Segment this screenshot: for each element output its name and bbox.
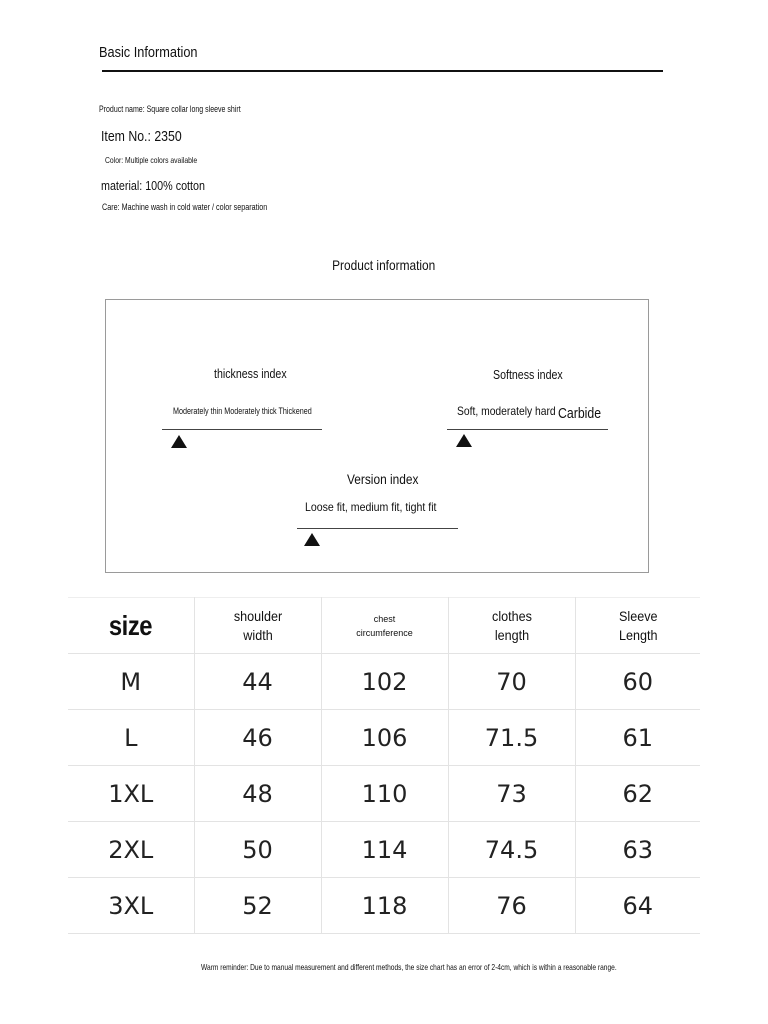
chest-circumference-cell: 102 (321, 654, 448, 710)
clothes-length-cell: 71.5 (448, 710, 575, 766)
clothes-length-cell: 76 (448, 878, 575, 934)
shoulder-width-cell: 44 (194, 654, 321, 710)
softness-index-extra: Carbide (558, 405, 602, 422)
clothes-length-column-header: clothes length (448, 598, 575, 654)
version-index-title: Version index (347, 471, 419, 487)
size-cell: 1XL (68, 766, 194, 822)
basic-info-title: Basic Information (99, 44, 198, 61)
color-info: Color: Multiple colors available (105, 155, 198, 165)
size-cell: M (68, 654, 194, 710)
chest-circumference-cell: 110 (321, 766, 448, 822)
sleeve-length-column-header: Sleeve Length (575, 598, 700, 654)
sleeve-length-cell: 62 (575, 766, 700, 822)
chest-circumference-cell: 114 (321, 822, 448, 878)
material-info: material: 100% cotton (101, 179, 205, 193)
thickness-index-options: Moderately thin Moderately thick Thickened (173, 406, 312, 416)
softness-index-options: Soft, moderately hard (457, 404, 556, 418)
sleeve-length-cell: 60 (575, 654, 700, 710)
version-index-scale (297, 528, 458, 529)
thickness-marker-icon (171, 435, 187, 448)
size-cell: 2XL (68, 822, 194, 878)
product-info-title: Product information (332, 257, 436, 273)
softness-index-scale (447, 429, 608, 430)
softness-marker-icon (456, 434, 472, 447)
warm-reminder-note: Warm reminder: Due to manual measurement and different methods, the size chart has an error of 2-4cm, which is within a reasonable range. (201, 962, 617, 972)
size-cell: L (68, 710, 194, 766)
shoulder-width-cell: 48 (194, 766, 321, 822)
thickness-index-scale (162, 429, 322, 430)
table-row (68, 822, 700, 878)
shoulder-width-cell: 52 (194, 878, 321, 934)
shoulder-width-column-header: shoulder width (194, 598, 321, 654)
size-column-header: size (68, 598, 194, 654)
size-chart-table (68, 597, 700, 934)
softness-index-title: Softness index (493, 368, 563, 382)
clothes-length-cell: 73 (448, 766, 575, 822)
sleeve-length-cell: 61 (575, 710, 700, 766)
shoulder-width-cell: 50 (194, 822, 321, 878)
version-index-options: Loose fit, medium fit, tight fit (305, 500, 437, 514)
shoulder-width-cell: 46 (194, 710, 321, 766)
table-row (68, 878, 700, 934)
table-row (68, 710, 700, 766)
size-chart-header-row (68, 598, 700, 654)
clothes-length-cell: 70 (448, 654, 575, 710)
thickness-index-title: thickness index (214, 367, 287, 381)
basic-info-divider (102, 70, 663, 72)
care-info: Care: Machine wash in cold water / color separation (102, 202, 268, 212)
product-name: Product name: Square collar long sleeve shirt (99, 104, 241, 114)
size-cell: 3XL (68, 878, 194, 934)
sleeve-length-cell: 63 (575, 822, 700, 878)
chest-circumference-column-header: chest circumference (321, 598, 448, 654)
item-number: Item No.: 2350 (101, 128, 182, 145)
chest-circumference-cell: 118 (321, 878, 448, 934)
clothes-length-cell: 74.5 (448, 822, 575, 878)
version-marker-icon (304, 533, 320, 546)
table-row (68, 654, 700, 710)
table-row (68, 766, 700, 822)
chest-circumference-cell: 106 (321, 710, 448, 766)
sleeve-length-cell: 64 (575, 878, 700, 934)
